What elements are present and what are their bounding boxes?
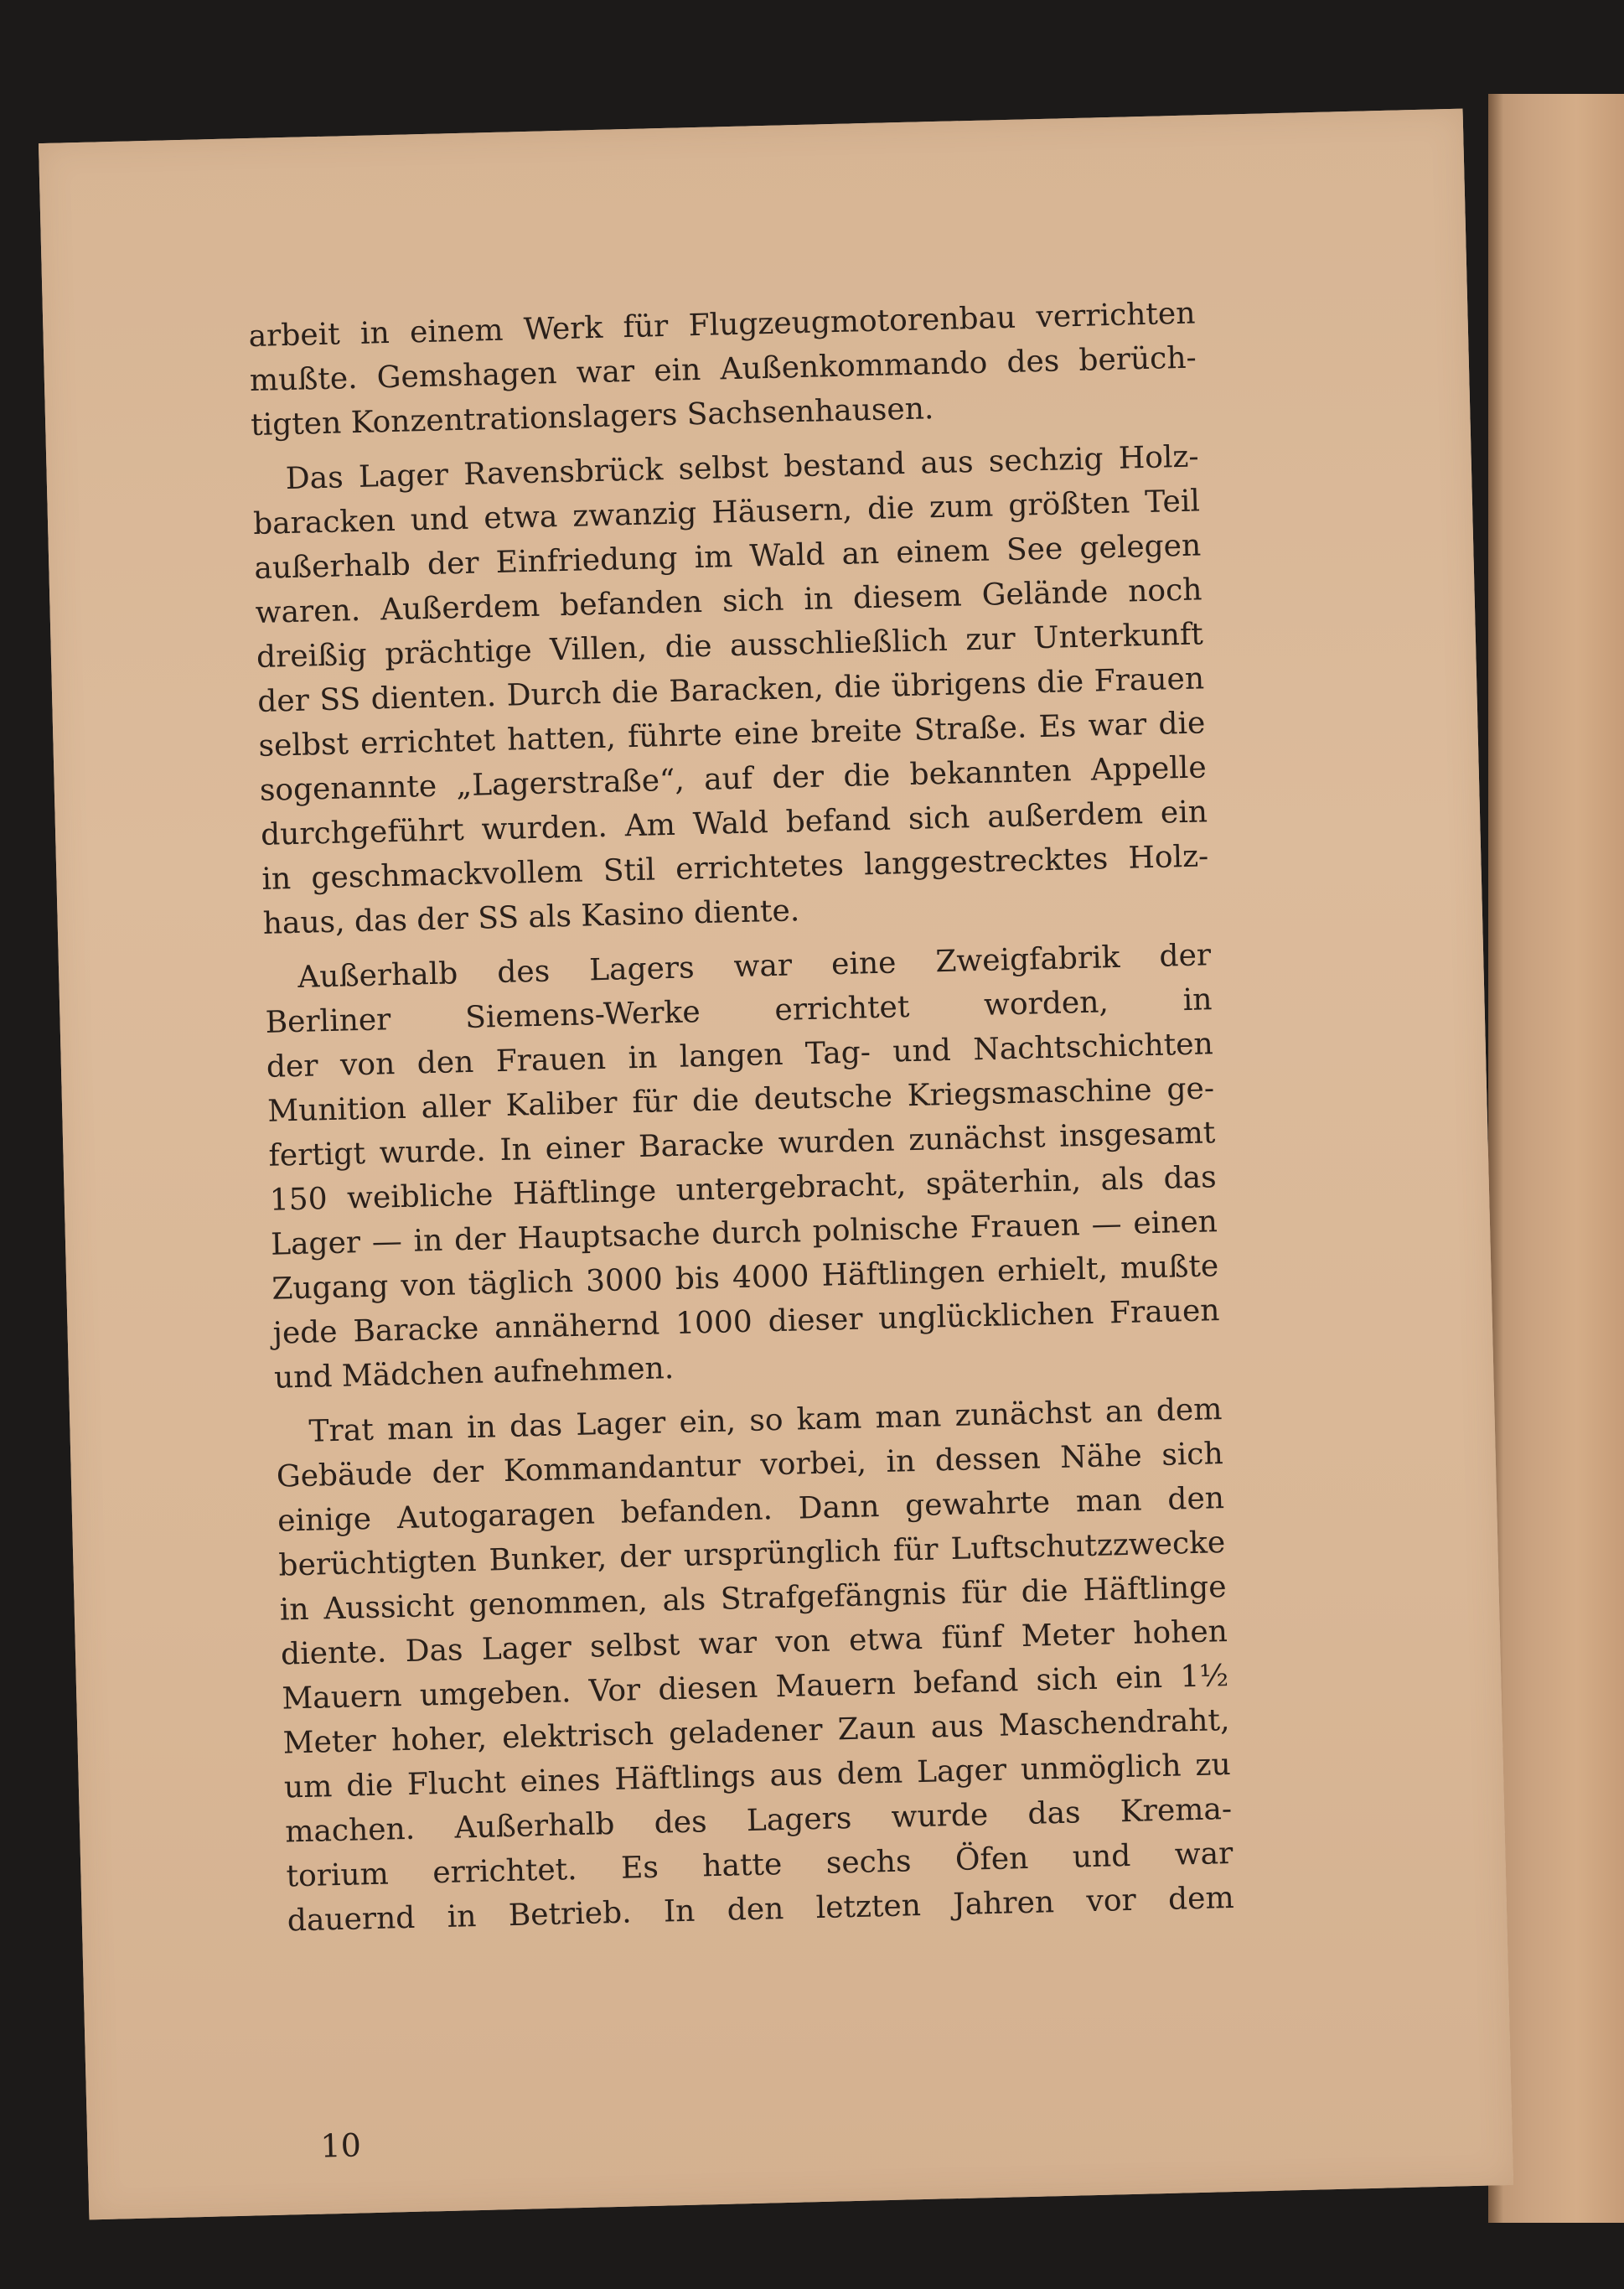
text-line: selbst errichtet hatten, führte eine breite Straße. Es war die — [258, 706, 1206, 764]
paragraph — [275, 1387, 1234, 1943]
page-number: 10 — [319, 2126, 362, 2165]
text-line: machen. Außerhalb des Lagers wurde das Krema- — [284, 1791, 1233, 1850]
text-line: Munition aller Kaliber für die deutsche Kriegsmaschine ge- — [266, 1071, 1215, 1129]
text-line: Mauern umgeben. Vor diesen Mauern befand sich ein 1½ — [281, 1658, 1229, 1717]
text-line: einige Autogaragen befanden. Dann gewahrte man den — [277, 1481, 1225, 1539]
text-line: 150 weibliche Häftlinge untergebracht, späterhin, als das — [269, 1160, 1218, 1218]
text-line: durchgeführt wurden. Am Wald befand sich außerdem ein — [260, 795, 1208, 852]
text-line: fertigt wurde. In einer Baracke wurden zunächst insgesamt — [268, 1116, 1216, 1173]
text-line: dauernd in Betrieb. In den letzten Jahren vor dem — [287, 1880, 1235, 1939]
text-line: Trat man in das Lager ein, so kam man zunächst an dem — [308, 1392, 1223, 1449]
text-line: haus, das der SS als Kasino diente. — [262, 893, 800, 941]
text-line: in Aussicht genommen, als Strafgefängnis für die Häftlinge — [279, 1570, 1227, 1628]
text-line: tigten Konzentrationslagers Sachsenhausen. — [250, 391, 934, 443]
paragraph — [264, 933, 1222, 1400]
text-line: Das Lager Ravensbrück selbst bestand aus sechzig Holz- — [285, 439, 1200, 497]
text-line: Meter hoher, elektrisch geladener Zaun aus Maschendraht, — [282, 1702, 1230, 1761]
text-line: und Mädchen aufnehmen. — [273, 1351, 675, 1396]
text-line: um die Flucht eines Häftlings aus dem Lager unmöglich zu — [283, 1747, 1232, 1805]
text-line: sogenannte „Lagerstraße“, auf der die bekannten Appelle — [259, 750, 1208, 808]
text-line: Lager — in der Hauptsache durch polnische Frauen — einen — [270, 1204, 1218, 1262]
text-line: in geschmackvollem Stil errichtetes langgestrecktes Holz- — [261, 839, 1209, 897]
text-line: berüchtigten Bunker, der ursprünglich für Luftschutzzwecke — [278, 1525, 1226, 1583]
text-line: baracken und etwa zwanzig Häusern, die zum größten Teil — [252, 484, 1201, 542]
text-line: waren. Außerdem befanden sich in diesem Gelände noch — [255, 572, 1202, 630]
text-line: arbeit in einem Werk für Flugzeugmotorenbau verrichten — [248, 296, 1196, 355]
text-line: außerhalb der Einfriedung im Wald an einem See gelegen — [253, 528, 1202, 586]
text-line: der von den Frauen in langen Tag- und Nachtschichten — [266, 1027, 1214, 1085]
text-line: Außerhalb des Lagers war eine Zweigfabrik der — [297, 938, 1212, 995]
text-line: Zugang von täglich 3000 bis 4000 Häftlingen erhielt, mußte — [271, 1249, 1219, 1307]
body-text — [248, 291, 1234, 1953]
text-line: torium errichtet. Es hatte sechs Öfen und war — [286, 1836, 1234, 1894]
adjacent-page-edge — [1488, 94, 1624, 2223]
text-line: diente. Das Lager selbst war von etwa fünf Meter hohen — [280, 1614, 1228, 1672]
paragraph — [251, 434, 1210, 945]
paragraph — [248, 291, 1198, 448]
text-line: jede Baracke annähernd 1000 dieser unglücklichen Frauen — [272, 1293, 1220, 1351]
text-line: mußte. Gemshagen war ein Außenkommando des berüch- — [249, 340, 1197, 399]
book-page — [39, 109, 1513, 2220]
text-line: Berliner Siemens-Werke errichtet worden, in — [265, 982, 1213, 1040]
text-line: dreißig prächtige Villen, die ausschließlich zur Unterkunft — [256, 617, 1204, 675]
text-line: der SS dienten. Durch die Baracken, die übrigens die Frauen — [256, 661, 1205, 719]
text-line: Gebäude der Kommandantur vorbei, in dessen Nähe sich — [276, 1437, 1224, 1494]
